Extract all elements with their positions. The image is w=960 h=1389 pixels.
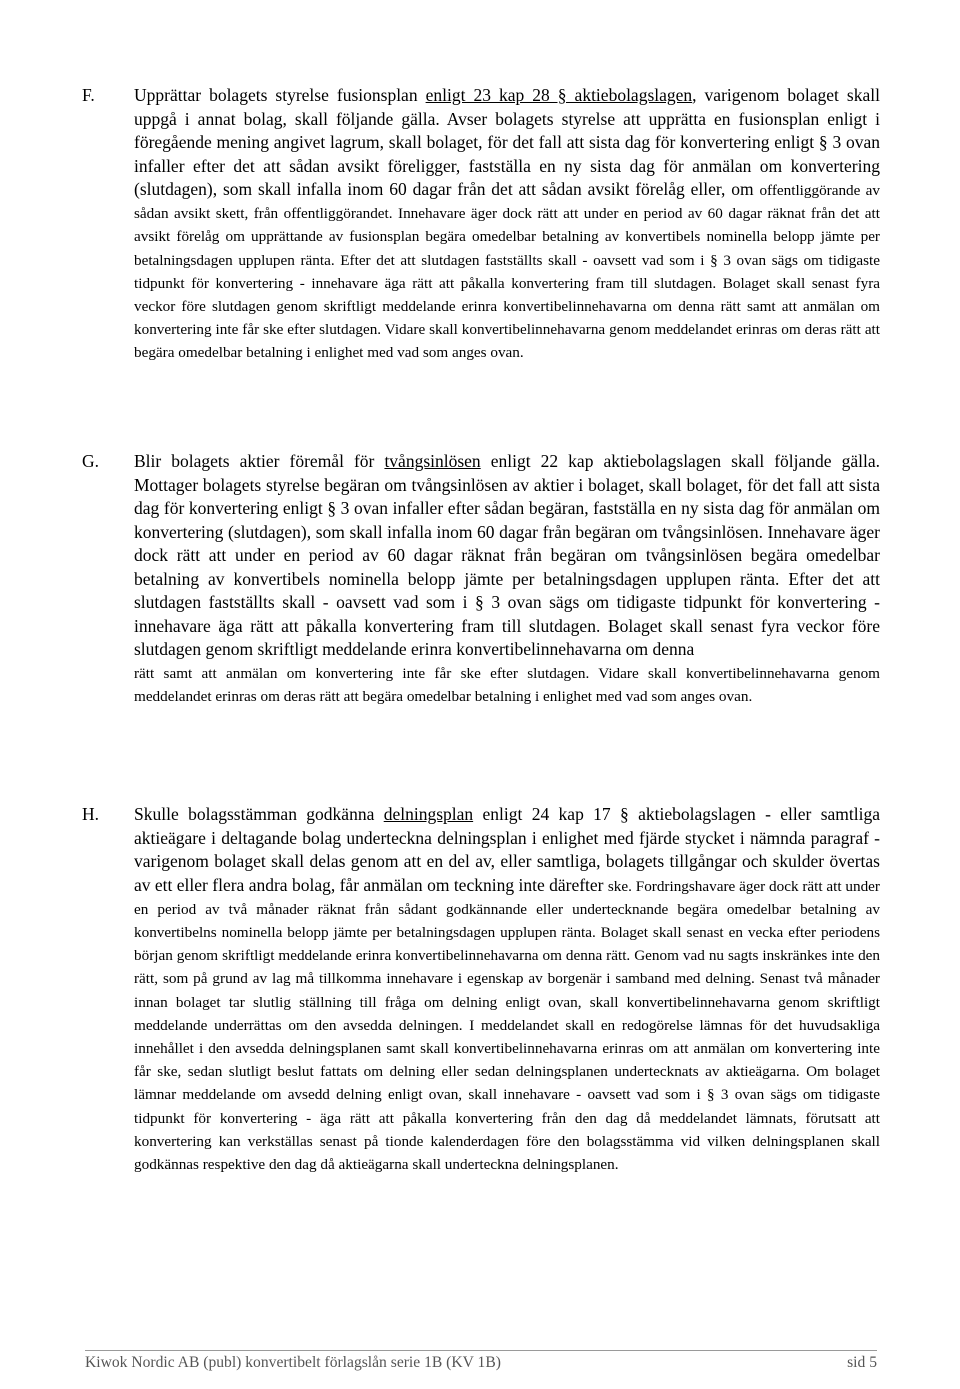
paragraph bbox=[134, 450, 880, 662]
section-f bbox=[82, 84, 880, 365]
section-h bbox=[82, 803, 880, 1176]
text-run: Upprättar bolagets styrelse fusionsplan bbox=[134, 85, 426, 105]
paragraph bbox=[134, 84, 880, 365]
section-letter: G. bbox=[82, 451, 100, 471]
section-h-text bbox=[134, 803, 880, 1176]
section-letter: F. bbox=[82, 85, 95, 105]
law-reference-link[interactable]: tvångsinlösen bbox=[384, 451, 481, 471]
section-f-text bbox=[134, 84, 880, 365]
text-run: ske. Fordringshavare äger dock rätt att under en period av två månader räknat från sådant godkännande eller undertecknande begära omedelbar betalning av konvertibelns nominella belopp jämte per betalningsdagen upplupen ränta. Bolaget skall senast en vecka efter periodens början genom skriftligt meddelande erinra konvertibelinnehavarna om denna rätt. Genom vad nu sagts inskränkes inte den rätt, som på grund av lag må tillkomma innehavare i egenskap av borgenär i samband med delning. Senast två månader innan bolaget tar slutlig ställning till fråga om delning enligt ovan, skall konvertibelinnehavarna genom skriftligt meddelande underrättas om den avsedda delningen. I meddelandet skall en redogörelse lämnas för det huvudsakliga innehållet i den avsedda delningsplanen samt skall konvertibelinnehavarna erinras om att anmälan om konvertering inte får ske, sedan slutligt beslut fattats om delning eller sedan delningsplanen undertecknats av aktieägarna. Om bolaget lämnar meddelande om avsedd delning enligt ovan, skall innehavare - oavsett vad som i § 3 ovan sägs om tidigaste tidpunkt för konvertering - äga rätt att påkalla konvertering från den dag då meddelandet lämnats, förutsatt att konvertering kan verkställas senast på tionde kalenderdagen före den bolagsstämma vid vilken delningsplanen skall godkännas respektive den dag då aktieägarna skall underteckna delningsplanen. bbox=[134, 877, 880, 1173]
text-run: offentliggörande av sådan avsikt skett, från offentliggörandet. Innehavare äger dock rätt att under en period av 60 dagar räknat från det att avsikt förelåg om upprättande av fusionsplan begära omedelbar betalning av konvertibels nominella belopp jämte per betalningsdagen upplupen ränta. Efter det att slutdagen fastställts skall - oavsett vad som i § 3 ovan sägs om tidigaste tidpunkt för konvertering - innehavare äga rätt att påkalla konvertering fram till slutdagen. Bolaget skall senast fyra veckor före slutdagen genom skriftligt meddelande erinra konvertibelinnehavarna om denna rätt samt att anmälan om konvertering inte får ske efter slutdagen. Vidare skall konvertibelinnehavarna genom meddelandet erinras om deras rätt att begära omedelbar betalning i enlighet med vad som anges ovan. bbox=[134, 182, 880, 362]
text-run: , varigenom bolaget skall uppgå i annat bolag, skall följande gälla. Avser bolagets styrelse att upprätta en fusionsplan enligt i föregående mening angivet lagrum, skall bolaget, för det fall att sista dag för konvertering enligt § 3 ovan infaller efter det att sådan avsikt föreligger, fastställa en ny sista dag för anmälan om konvertering (slutdagen), som skall infalla inom 60 dagar från det att sådan avsikt förelåg eller, om bbox=[134, 85, 880, 199]
footer-title: Kiwok Nordic AB (publ) konvertibelt förlagslån serie 1B (KV 1B) bbox=[85, 1354, 501, 1371]
text-run: Blir bolagets aktier föremål för bbox=[134, 451, 385, 471]
text-run: enligt 24 kap 17 § aktiebolagslagen - eller samtliga aktieägare i deltagande bolag underteckna delningsplan i enlighet med fjärde stycket i nämnda paragraf - varigenom bolaget skall delas genom att en del av, eller samtliga, bolagets tillgångar och skulder övertas av ett eller flera andra bolag, får anmälan om teckning inte därefter bbox=[134, 804, 880, 895]
section-letter: H. bbox=[82, 804, 100, 824]
law-reference-link[interactable]: delningsplan bbox=[383, 804, 474, 824]
section-g-text bbox=[134, 450, 880, 708]
section-g bbox=[82, 450, 880, 708]
paragraph: rätt samt att anmälan om konvertering inte får ske efter slutdagen. Vidare skall konvertibelinnehavarna genom meddelandet erinras om deras rätt att begära omedelbar betalning i enlighet med vad som anges ovan. bbox=[134, 664, 880, 705]
text-run: Skulle bolagsstämman godkänna bbox=[134, 804, 384, 824]
law-reference-link[interactable]: enligt 23 kap 28 § aktiebolagslagen bbox=[425, 85, 693, 105]
page-number: sid 5 bbox=[847, 1354, 877, 1371]
page-footer bbox=[85, 1350, 877, 1372]
paragraph bbox=[134, 803, 880, 1176]
text-run: enligt 22 kap aktiebolagslagen skall följande gälla. Mottager bolagets styrelse begäran om tvångsinlösen av aktier i bolaget, skall bolaget, för det fall att sista dag för konvertering enligt § 3 ovan infaller efter sådan begäran, fastställa en ny sista dag för anmälan om konvertering (slutdagen), som skall infalla inom 60 dagar från begäran om tvångsinlösen. Innehavare äger dock rätt att under en period av 60 dagar räknat från begäran om tvångsinlösen begära omedelbar betalning av konvertibels nominella belopp jämte per betalningsdagen upplupen ränta. Efter det att slutdagen fastställts skall - oavsett vad som i § 3 ovan sägs om tidigaste tidpunkt för konvertering - innehavare äga rätt att påkalla konvertering fram till slutdagen. Bolaget skall senast fyra veckor före slutdagen genom skriftligt meddelande erinra konvertibelinnehavarna om denna bbox=[134, 451, 880, 659]
